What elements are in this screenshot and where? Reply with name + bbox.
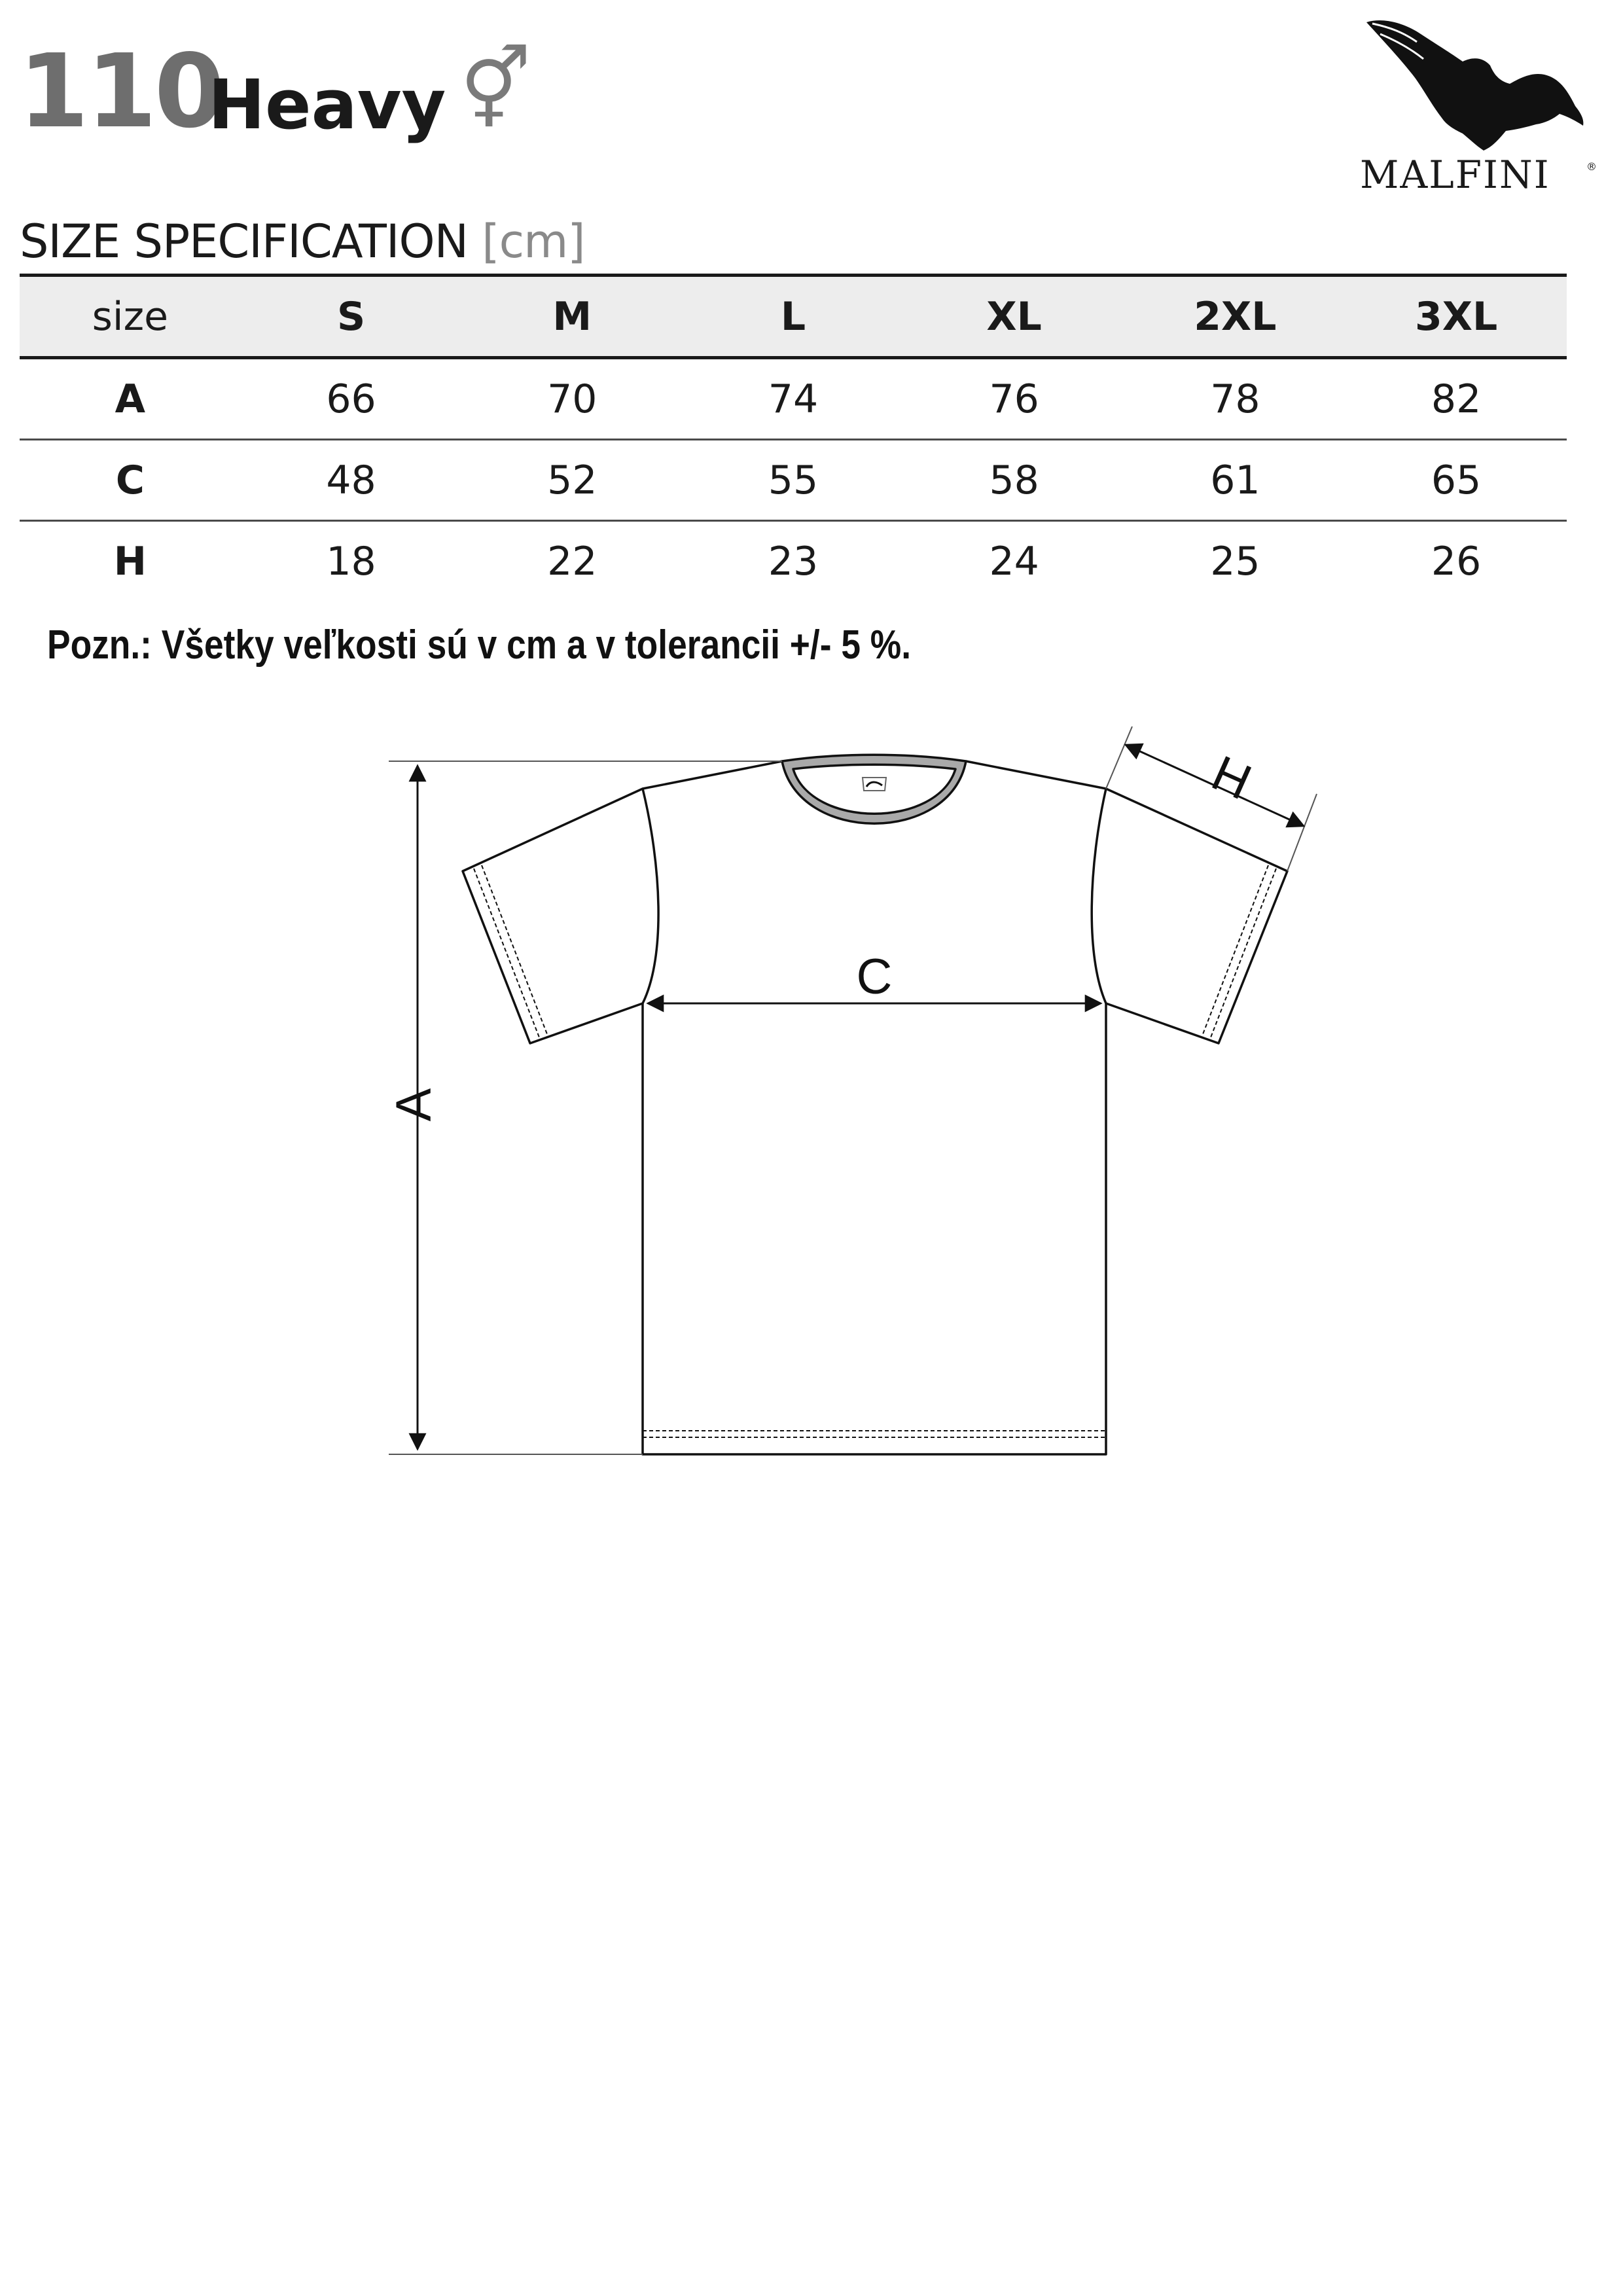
left-armhole-seam [643, 789, 658, 1003]
row-label: A [115, 376, 146, 422]
table-cell: 24 [989, 538, 1039, 584]
section-title-text: SIZE SPECIFICATION [20, 215, 469, 268]
header-cell: XL [986, 293, 1042, 340]
table-cell: 76 [989, 376, 1039, 422]
right-armhole-seam [1092, 789, 1106, 1003]
header-cell: 3XL [1414, 293, 1498, 340]
table-cell: 18 [326, 538, 376, 584]
left-sleeve-hem-stitch [482, 865, 547, 1034]
table-cell: 52 [547, 457, 597, 503]
table-cell: 23 [768, 538, 819, 584]
header-cell: L [780, 293, 806, 340]
dimension-c-label: C [856, 949, 893, 1005]
header-cell: M [552, 293, 592, 340]
brand-wordmark: MALFINI [1360, 152, 1550, 197]
table-cell: 25 [1210, 538, 1260, 584]
table-cell: 65 [1431, 457, 1482, 503]
dimension-a-label: A [386, 1088, 442, 1122]
right-sleeve-hem-stitch [1203, 865, 1268, 1034]
table-cell: 78 [1210, 376, 1260, 422]
table-cell: 58 [989, 457, 1039, 503]
tshirt-outline [463, 761, 1287, 1454]
table-cell: 70 [547, 376, 597, 422]
right-sleeve-hem-stitch [1211, 869, 1276, 1037]
header-cell: S [336, 293, 366, 340]
product-name: Heavy [208, 65, 446, 145]
table-cell: 55 [768, 457, 819, 503]
left-sleeve-hem-stitch [474, 869, 539, 1037]
table-cell: 22 [547, 538, 597, 584]
header-cell: size [92, 293, 169, 340]
dimension-h-label: H [1204, 745, 1260, 811]
unisex-icon: ⚥ [460, 45, 531, 135]
header-cell: 2XL [1194, 293, 1277, 340]
table-cell: 48 [326, 457, 376, 503]
table-cell: 26 [1431, 538, 1482, 584]
table-cell: 74 [768, 376, 819, 422]
table-cell: 66 [326, 376, 376, 422]
product-code: 110 [18, 32, 223, 151]
registered-mark: ® [1586, 160, 1597, 173]
h-guide-top [1106, 726, 1132, 789]
h-guide-bottom [1287, 794, 1317, 871]
table-cell: 82 [1431, 376, 1482, 422]
tolerance-note: Pozn.: Všetky veľkosti sú v cm a v tolerancii +/- 5 %. [47, 622, 912, 668]
table-cell: 61 [1210, 457, 1260, 503]
section-title-unit: [cm] [482, 215, 585, 268]
neck-label-icon [863, 778, 886, 791]
row-label: C [115, 457, 145, 503]
row-label: H [113, 538, 147, 584]
